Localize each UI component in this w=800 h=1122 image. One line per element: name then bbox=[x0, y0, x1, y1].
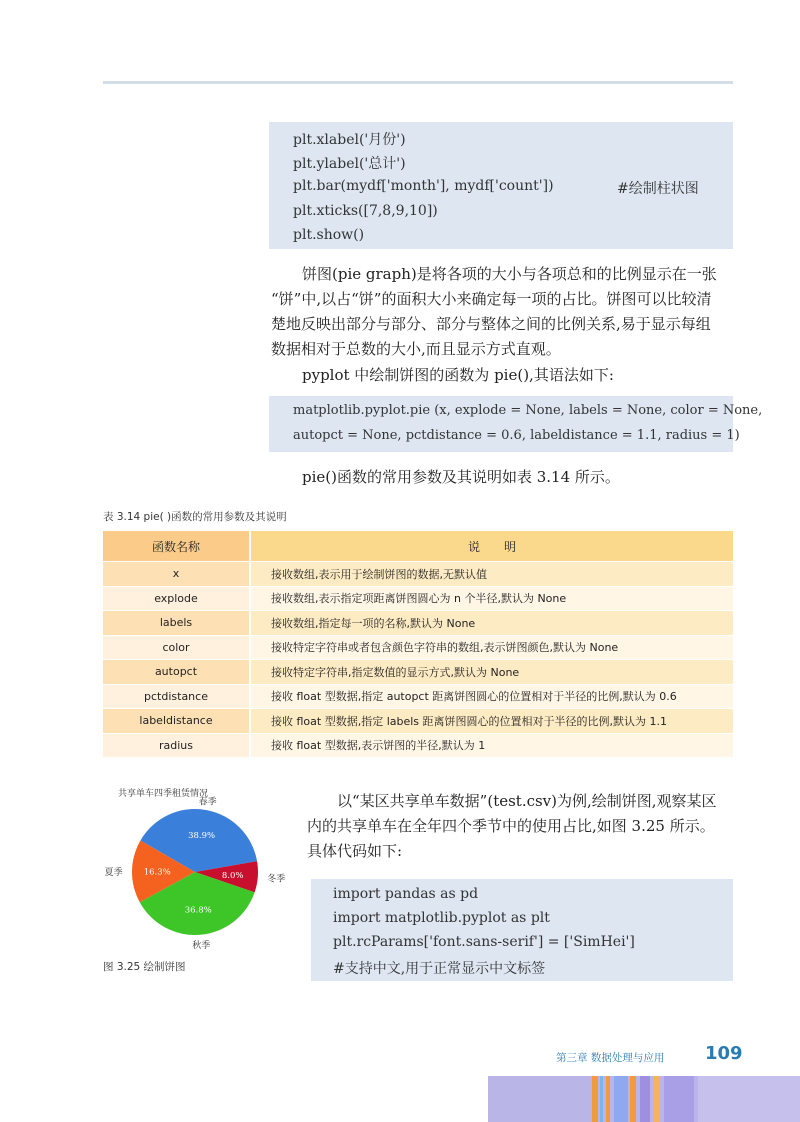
table-row bbox=[103, 586, 733, 611]
body-paragraph: “饼”中,以占“饼”的面积大小来确定每一项的占比。饼图可以比较清 bbox=[271, 290, 712, 308]
param-name: explode bbox=[103, 586, 250, 611]
param-name: pctdistance bbox=[103, 684, 250, 709]
table-row bbox=[103, 611, 733, 636]
page-number: 109 bbox=[705, 1043, 743, 1064]
syntax-block bbox=[269, 396, 763, 452]
code-line: import matplotlib.pyplot as plt bbox=[333, 910, 550, 926]
code-line: plt.ylabel('总计') bbox=[293, 156, 406, 172]
footer-chapter-title: 第三章 数据处理与应用 bbox=[556, 1052, 665, 1064]
pie-pct-label: 8.0% bbox=[221, 870, 244, 881]
pie-category-label: 秋季 bbox=[192, 941, 211, 952]
table-row bbox=[103, 562, 733, 587]
pie-pct-label: 38.9% bbox=[188, 830, 216, 841]
code-line: plt.rcParams['font.sans-serif'] = ['SimHei'] bbox=[333, 934, 635, 950]
table-row bbox=[103, 635, 733, 660]
param-name: color bbox=[103, 635, 250, 660]
body-paragraph: 饼图(pie graph)是将各项的大小与各项总和的比例显示在一张 bbox=[302, 265, 717, 283]
pie-chart-figure bbox=[103, 780, 286, 956]
param-desc: 接收特定字符串或者包含颜色字符串的数组,表示饼图颜色,默认为 None bbox=[250, 635, 733, 660]
table-header-row bbox=[103, 531, 733, 562]
table-header-desc: 说 明 bbox=[250, 531, 733, 562]
table-row bbox=[103, 660, 733, 685]
param-desc: 接收特定字符串,指定数值的显示方式,默认为 None bbox=[250, 660, 733, 685]
table-row bbox=[103, 733, 733, 757]
body-paragraph: 内的共享单车在全年四个季节中的使用占比,如图 3.25 所示。 bbox=[307, 817, 715, 835]
parameter-table bbox=[103, 531, 733, 757]
figure-caption: 图 3.25 绘制饼图 bbox=[103, 961, 186, 973]
code-block-2 bbox=[311, 879, 733, 981]
pie-category-label: 冬季 bbox=[267, 874, 286, 885]
param-name: radius bbox=[103, 733, 250, 757]
syntax-line: matplotlib.pyplot.pie (x, explode = None, labels = None, color = None, bbox=[293, 403, 763, 418]
body-paragraph: 楚地反映出部分与部分、部分与整体之间的比例关系,易于显示每组 bbox=[271, 315, 711, 333]
code-line: plt.xticks([7,8,9,10]) bbox=[293, 203, 438, 219]
top-rule bbox=[103, 81, 733, 84]
code-comment: #支持中文,用于正常显示中文标签 bbox=[333, 961, 546, 977]
param-desc: 接收数组,表示指定项距离饼图圆心为 n 个半径,默认为 None bbox=[250, 586, 733, 611]
table-header-name: 函数名称 bbox=[103, 531, 250, 562]
body-paragraph: pyplot 中绘制饼图的函数为 pie(),其语法如下: bbox=[302, 366, 614, 384]
code-comment: #绘制柱状图 bbox=[617, 181, 699, 197]
table-caption: 表 3.14 pie( )函数的常用参数及其说明 bbox=[103, 511, 287, 523]
table-row bbox=[103, 684, 733, 709]
body-paragraph: 以“某区共享单车数据”(test.csv)为例,绘制饼图,观察某区 bbox=[337, 792, 717, 810]
code-line: plt.bar(mydf['month'], mydf['count']) bbox=[293, 178, 554, 194]
param-desc: 接收 float 型数据,指定 labels 距离饼图圆心的位置相对于半径的比例,默认为 1.1 bbox=[250, 709, 733, 734]
param-name: labels bbox=[103, 611, 250, 636]
param-desc: 接收 float 型数据,表示饼图的半径,默认为 1 bbox=[250, 733, 733, 757]
pie-category-label: 夏季 bbox=[104, 868, 123, 879]
pie-pct-label: 36.8% bbox=[184, 905, 212, 916]
body-paragraph: 数据相对于总数的大小,而且显示方式直观。 bbox=[271, 340, 561, 358]
param-desc: 接收 float 型数据,指定 autopct 距离饼图圆心的位置相对于半径的比例,默认为 0.6 bbox=[250, 684, 733, 709]
code-block-1 bbox=[269, 122, 733, 249]
body-paragraph: 具体代码如下: bbox=[307, 842, 403, 860]
code-line: plt.show() bbox=[293, 227, 365, 243]
pie-pct-label: 16.3% bbox=[143, 867, 171, 878]
table-row bbox=[103, 709, 733, 734]
pie-category-label: 春季 bbox=[198, 797, 217, 808]
param-name: autopct bbox=[103, 660, 250, 685]
param-desc: 接收数组,表示用于绘制饼图的数据,无默认值 bbox=[250, 562, 733, 587]
syntax-line: autopct = None, pctdistance = 0.6, labeldistance = 1.1, radius = 1) bbox=[293, 428, 740, 443]
code-line: plt.xlabel('月份') bbox=[293, 132, 406, 148]
body-paragraph: pie()函数的常用参数及其说明如表 3.14 所示。 bbox=[302, 468, 620, 486]
param-name: labeldistance bbox=[103, 709, 250, 734]
decorative-stripes bbox=[488, 1076, 800, 1122]
param-name: x bbox=[103, 562, 250, 587]
code-line: import pandas as pd bbox=[333, 886, 479, 902]
param-desc: 接收数组,指定每一项的名称,默认为 None bbox=[250, 611, 733, 636]
figure-title: 共享单车四季租赁情况 bbox=[117, 789, 209, 799]
